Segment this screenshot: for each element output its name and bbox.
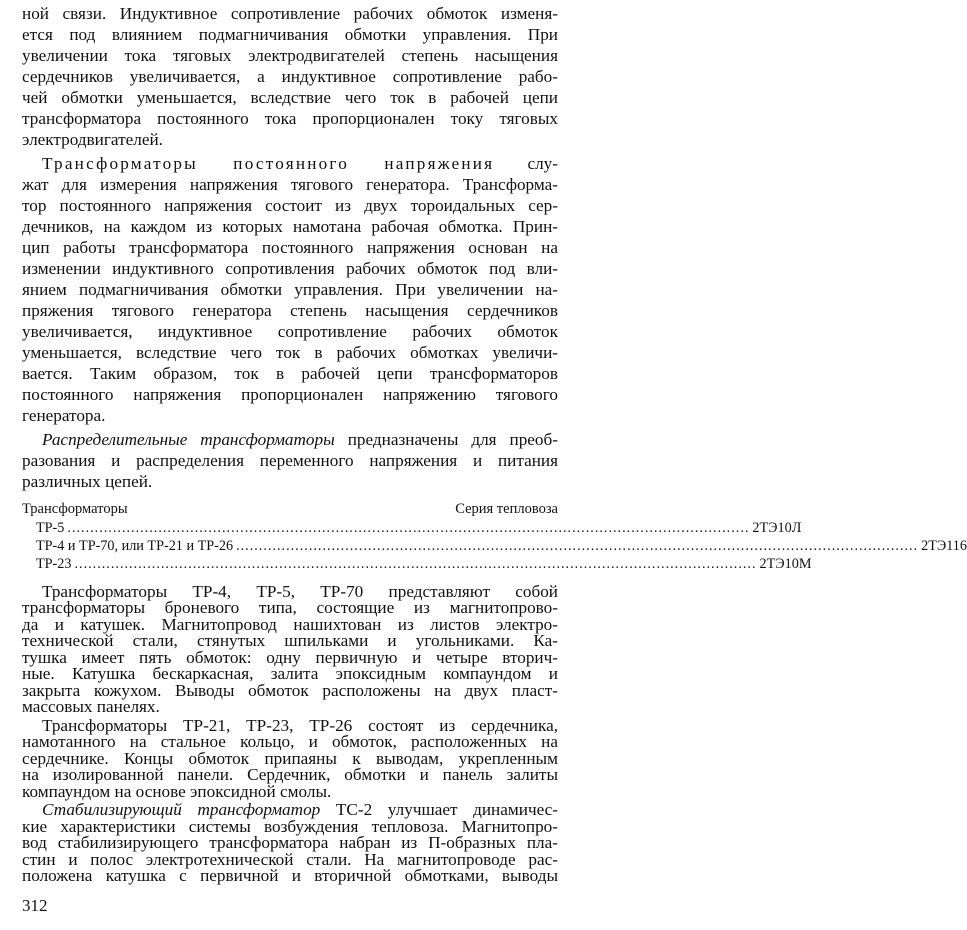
text-line: трансформаторы броневого типа, состоящие из магнитопрово-	[22, 598, 558, 618]
table-header	[22, 500, 558, 518]
text-line: дечников, на каждом из которых намотана рабочая обмотка. Прин-	[22, 217, 558, 236]
dot-leader: ......................................................................................................................................................	[67, 520, 750, 536]
text-line: на изолированной панели. Сердечник, обмотки и панель залиты	[22, 765, 558, 785]
locomotive-series: 2ТЭ116	[921, 538, 967, 554]
text-line: увеличивается, индуктивное сопротивление рабочих обмоток	[22, 322, 558, 341]
text-line: ные. Катушка бескаркасная, залита эпоксидным компаундом и	[22, 664, 558, 684]
transformer-name: ТР-5	[36, 520, 65, 536]
table-row	[36, 519, 802, 537]
lead-rest: предназначены для преоб-	[334, 430, 558, 449]
text-line: стин и полос электротехнической стали. На магнитопроводе рас-	[22, 849, 558, 869]
text-line: вод стабилизирующего трансформатора набран из П-образных пла-	[22, 833, 558, 853]
dot-leader: ......................................................................................................................................................	[236, 538, 919, 554]
text-line: жат для измерения напряжения тягового генератора. Трансформа-	[22, 175, 558, 194]
page-number: 312	[22, 896, 48, 915]
column-header-series: Серия тепловоза	[455, 501, 558, 517]
text-line: пряжения тягового генератора степень насыщения сердечников	[22, 301, 558, 320]
spaced-term: Трансформаторы постоянного напряжения	[42, 154, 495, 173]
text-line: разования и распределения переменного напряжения и питания	[22, 451, 558, 470]
text-line: чей обмотки уменьшается, вследствие чего ток в рабочей цепи	[22, 88, 558, 107]
lead-rest: ТС-2 улучшает динамичес-	[320, 800, 558, 820]
text-line: электродвигателей.	[22, 130, 163, 149]
text-line: массовых панелях.	[22, 697, 160, 716]
text-line: компаундом на основе эпоксидной смолы.	[22, 781, 332, 801]
text-line: вается. Таким образом, ток в рабочей цепи трансформаторов	[22, 364, 558, 383]
table-row	[36, 537, 967, 555]
locomotive-series: 2ТЭ10Л	[752, 520, 802, 536]
text-line: различных цепей.	[22, 472, 153, 491]
text-line: закрыта кожухом. Выводы обмоток расположены на двух пласт-	[22, 680, 558, 700]
text-line: сердечников увеличивается, а индуктивное сопротивление рабо-	[22, 67, 558, 86]
paragraph-lead-line	[42, 154, 558, 174]
text-line: да и катушек. Магнитопровод нашихтован из листов электро-	[22, 614, 558, 634]
text-line: кие характеристики системы возбуждения тепловоза. Магнитопро-	[22, 816, 558, 836]
text-line: трансформатора постоянного тока пропорционален току тяговых	[22, 109, 558, 128]
text-line: положена катушка с первичной и вторичной обмотками, выводы	[22, 866, 558, 885]
text-line: уменьшается, вследствие чего ток в рабочих обмотках увеличи-	[22, 343, 558, 362]
column-header-transformers: Трансформаторы	[22, 501, 128, 517]
text-line: намотанного на стальное кольцо, и обмоток, расположенных на	[22, 732, 558, 752]
italic-term: Распределительные трансформаторы	[42, 430, 335, 449]
text-line: Трансформаторы ТР-4, ТР-5, ТР-70 представляют собой	[42, 582, 558, 601]
text-line: ной связи. Индуктивное сопротивление рабочих обмоток изменя-	[22, 4, 558, 23]
text-line: цип работы трансформатора постоянного напряжения основан на	[22, 238, 558, 257]
text-line: сердечнике. Концы обмоток припаяны к выводам, укрепленным	[22, 748, 558, 768]
text-line: генератора.	[22, 406, 106, 425]
transformer-name: ТР-23	[36, 556, 72, 572]
text-line: увеличении тока тяговых электродвигателей степень насыщения	[22, 46, 558, 65]
transformer-name: ТР-4 и ТР-70, или ТР-21 и ТР-26	[36, 538, 234, 554]
text-line: изменении индуктивного сопротивления рабочих обмоток под вли-	[22, 259, 558, 278]
table-row	[36, 555, 812, 573]
lead-rest: слу-	[494, 154, 558, 173]
text-line: янием подмагничивания обмотки управления. При увеличении на-	[22, 280, 558, 299]
dot-leader: ......................................................................................................................................................	[74, 556, 757, 572]
text-line: технической стали, стянутых шпильками и угольниками. Ка-	[22, 631, 558, 651]
text-line: Трансформаторы ТР-21, ТР-23, ТР-26 состоят из сердечника,	[42, 715, 558, 735]
text-line: постоянного напряжения пропорционален напряжению тягового	[22, 385, 558, 404]
text-line: ется под влиянием подмагничивания обмотки управления. При	[22, 25, 558, 44]
text-line: тушка имеет пять обмоток: одну первичную и четыре вторич-	[22, 647, 558, 667]
italic-term: Стабилизирующий трансформатор	[42, 800, 321, 820]
text-line: тор постоянного напряжения состоит из двух тороидальных сер-	[22, 196, 558, 215]
paragraph-lead-line	[42, 430, 558, 450]
locomotive-series: 2ТЭ10М	[759, 556, 812, 572]
transformer-table	[22, 500, 967, 580]
